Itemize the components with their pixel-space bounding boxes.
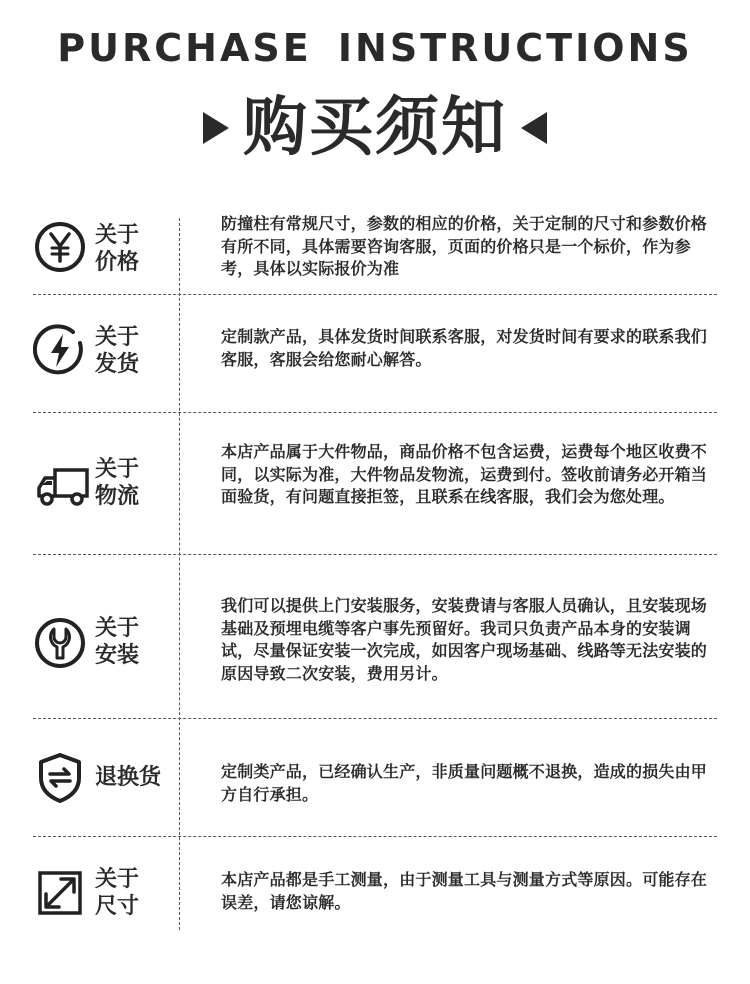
triangle-left-icon [521,112,547,144]
chinese-title-row [0,90,750,166]
section-size [33,836,717,930]
section-price [33,214,717,294]
shield-exchange-icon [33,750,87,804]
section-label: 关于 尺寸 [95,867,140,919]
lightning-circle-icon [33,323,87,377]
triangle-right-icon [203,112,229,144]
section-text: 我们可以提供上门安装服务，安装费请与客服人员确认，且安装现场基础及预埋电缆等客户事先预留好。我司只负责产品本身的安装调试，尽量保证安装一次完成，如因客户现场基础、线路等无法安装的原因导致二次安装，费用另计。 [221,596,708,683]
section-text: 防撞柱有常规尺寸，参数的相应的价格，关于定制的尺寸和参数价格有所不同，具体需要咨询客服，页面的价格只是一个标价，作为参考，具体以实际报价为准 [221,214,708,278]
section-label: 关于 发货 [95,325,140,377]
section-text: 本店产品属于大件物品，商品价格不包含运费，运费每个地区收费不同，以实际为准，大件物品发物流，运费到付。签收前请务必开箱当面验货，有问题直接拒签，且联系在线客服，我们会为您处理。 [221,442,708,506]
yen-circle-icon [33,220,87,274]
resize-arrow-icon [33,866,87,920]
section-returns [33,718,717,836]
section-installation [33,554,717,718]
chinese-title: 购买须知 [243,91,507,165]
section-text: 定制类产品，已经确认生产，非质量问题概不退换，造成的损失由甲方自行承担。 [221,762,708,804]
section-label: 退换货 [95,765,162,790]
section-text: 定制款产品，具体发货时间联系客服，对发货时间有要求的联系我们客服，客服会给您耐心解答。 [221,327,708,369]
section-label: 关于 价格 [95,223,140,275]
section-logistics [33,412,717,554]
section-text: 本店产品都是手工测量，由于测量工具与测量方式等原因。可能存在误差，请您谅解。 [221,870,708,912]
section-shipping [33,294,717,412]
english-title: PURCHASE INSTRUCTIONS [57,26,693,70]
section-label: 关于 安装 [95,616,140,668]
section-label: 关于 物流 [95,457,140,509]
wrench-circle-icon [33,616,87,670]
truck-icon [33,458,91,512]
